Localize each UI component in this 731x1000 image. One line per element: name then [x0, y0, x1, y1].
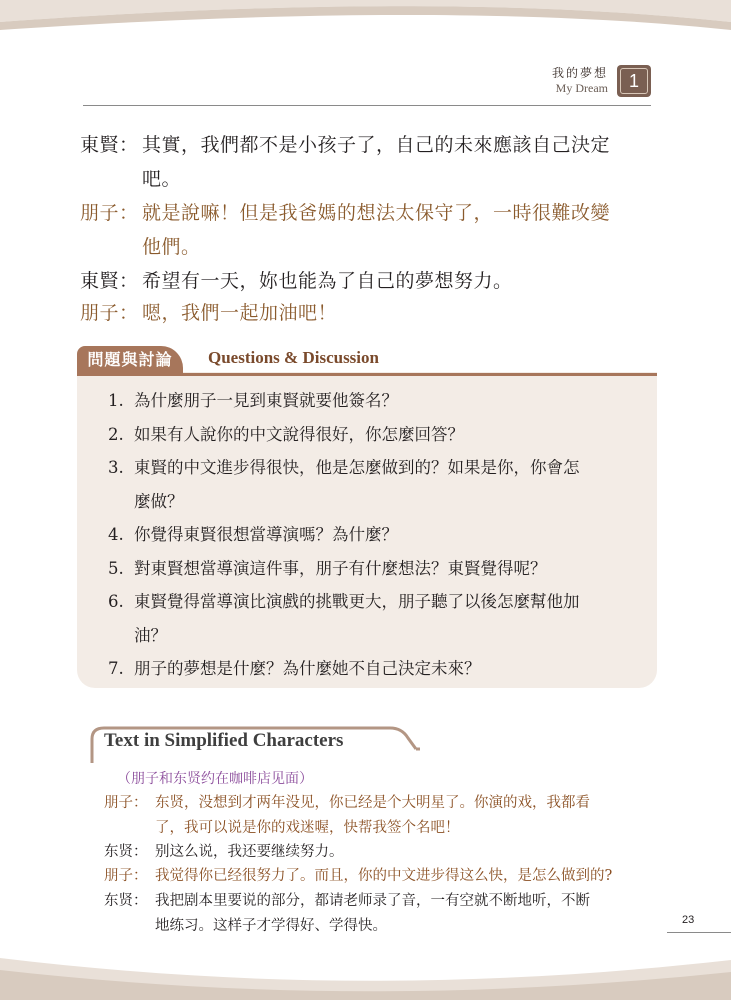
dialogue-line-continuation: 地练习。这样子才学得好、学得快。 — [155, 917, 387, 934]
question-item — [108, 552, 648, 586]
dialogue-line-continuation: 吧。 — [142, 168, 182, 190]
dialogue-line-continuation: 他們。 — [142, 236, 201, 258]
dialogue-line-text: 東賢： 希望有一天，妳也能為了自己的夢想努力。 — [80, 264, 513, 298]
question-number: 2. — [108, 424, 124, 444]
chapter-badge — [617, 65, 651, 97]
question-text: 東賢覺得當導演比演戲的挑戰更大，朋子聽了以後怎麼幫他加 油？ — [134, 592, 580, 645]
speaker-label: 東賢： — [80, 270, 139, 292]
top-wave-decoration — [0, 0, 731, 70]
question-number: 7. — [108, 659, 124, 678]
dialogue-line — [104, 889, 590, 938]
header-divider — [83, 105, 651, 106]
speaker-label: 东贤： — [104, 893, 148, 909]
dialogue-line-text: 东贤： 别这么说，我还要继续努力。 — [104, 840, 344, 865]
simplified-title: Text in Simplified Characters — [104, 730, 344, 751]
lesson-title-chinese: 我的夢想 — [551, 66, 608, 80]
question-item — [108, 384, 648, 418]
dialogue-line — [80, 264, 513, 298]
chapter-number: 1 — [620, 68, 648, 94]
question-text: 對東賢想當導演這件事，朋子有什麼想法？東賢覺得呢？ — [134, 558, 547, 578]
question-number: 5. — [108, 558, 124, 578]
question-text: 東賢的中文進步得很快，他是怎麼做到的？如果是你，你會怎 麼做？ — [134, 458, 580, 511]
question-text: 朋子的夢想是什麼？為什麼她不自己決定未來？ — [134, 659, 481, 678]
dialogue-line — [80, 128, 610, 196]
page-number: 23 — [682, 914, 695, 926]
dialogue-line-text: 朋子： 就是說嘛！但是我爸媽的想法太保守了，一時很難改變 — [80, 196, 610, 230]
question-item — [108, 652, 648, 686]
question-item — [108, 585, 648, 652]
speaker-label: 朋子： — [104, 868, 148, 884]
scene-description: （朋子和东贤约在咖啡店见面） — [117, 771, 313, 787]
dialogue-line-text: 東賢： 其實，我們都不是小孩子了，自己的未來應該自己決定 — [80, 128, 610, 162]
question-number: 6. — [108, 592, 124, 611]
speaker-label: 朋子： — [80, 202, 139, 224]
question-number: 1. — [108, 391, 124, 410]
dialogue-line — [104, 864, 612, 889]
question-text: 為什麼朋子一見到東賢就要他簽名？ — [134, 391, 398, 410]
question-number: 3. — [108, 458, 124, 477]
bottom-wave-decoration — [0, 940, 731, 1000]
question-text: 如果有人說你的中文說得很好，你怎麼回答？ — [134, 424, 464, 444]
dialogue-line-text: 东贤： 我把剧本里要说的部分，都请老师录了音，一有空就不断地听，不断 — [104, 889, 590, 914]
lesson-title — [552, 66, 608, 96]
dialogue-line-text: 朋子： 我觉得你已经很努力了。而且，你的中文进步得这么快，是怎么做到的? — [104, 864, 612, 889]
dialogue-line-text: 朋子： 东贤，没想到才两年没见，你已经是个大明星了。你演的戏，我都看 — [104, 791, 590, 816]
dialogue-line — [104, 840, 344, 865]
questions-tab-label: 問題與討論 — [77, 346, 183, 376]
speaker-label: 朋子： — [80, 302, 139, 324]
speaker-label: 東賢： — [80, 134, 139, 156]
dialogue-line — [80, 196, 610, 264]
speaker-label: 东贤： — [104, 844, 148, 860]
question-text: 你覺得東賢很想當導演嗎？為什麼？ — [134, 525, 398, 544]
question-item — [108, 451, 648, 518]
questions-divider — [183, 373, 657, 376]
dialogue-line-continuation: 了，我可以说是你的戏迷喔，快帮我签个名吧！ — [155, 819, 460, 836]
dialogue-line — [104, 791, 590, 840]
speaker-label: 朋子： — [104, 795, 148, 811]
question-item — [108, 418, 648, 452]
lesson-title-english: My Dream — [555, 81, 608, 95]
dialogue-line — [80, 296, 337, 330]
questions-title: Questions & Discussion — [208, 348, 379, 367]
question-item — [108, 518, 648, 552]
page-number-rule — [667, 932, 731, 933]
question-number: 4. — [108, 525, 124, 544]
question-list — [108, 384, 648, 686]
dialogue-line-text: 朋子： 嗯，我們一起加油吧！ — [80, 296, 337, 330]
